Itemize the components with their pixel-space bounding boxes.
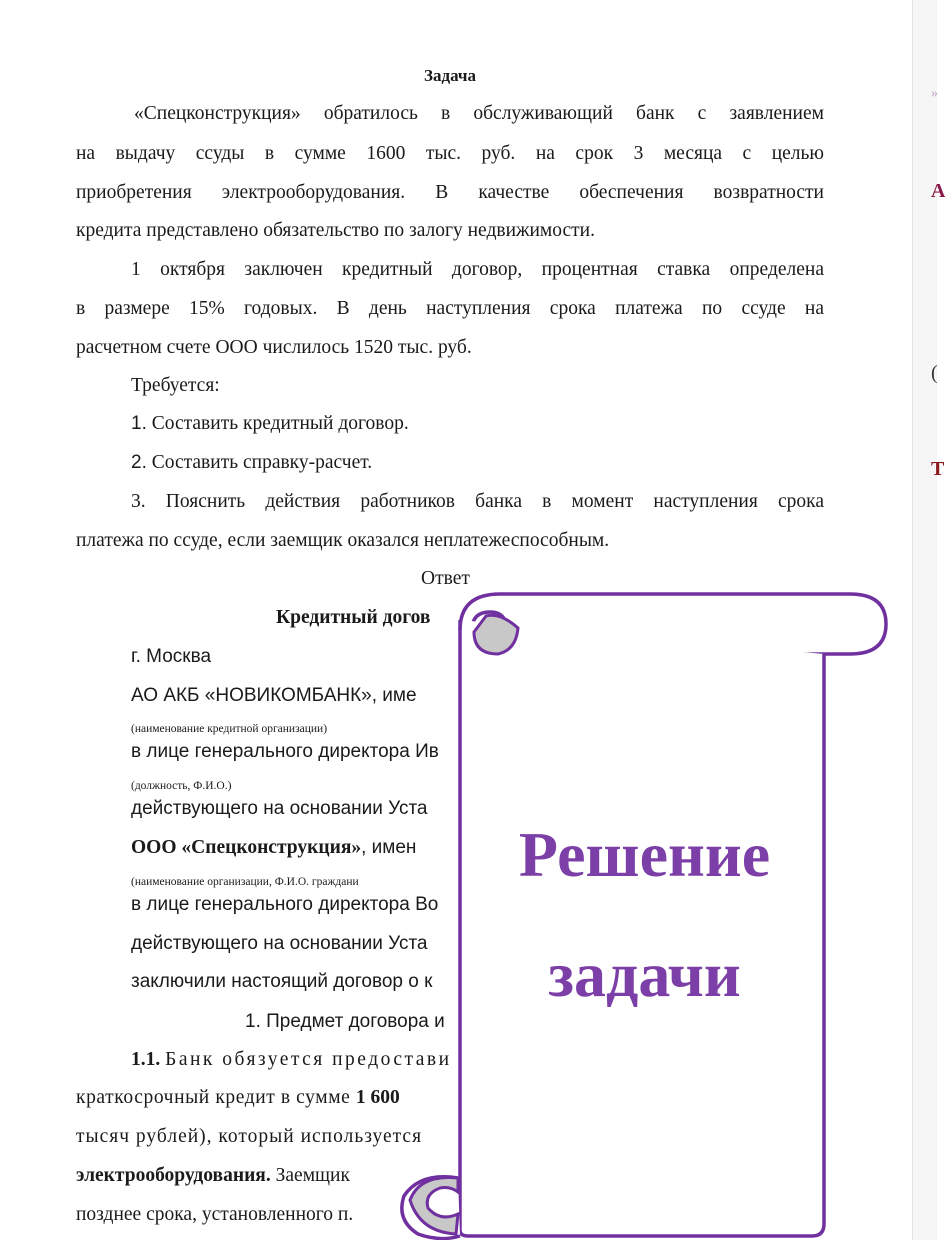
paragraph-1-line-4: кредита представлено обязательство по залогу недвижимости. — [76, 220, 595, 241]
paragraph-1-line-1: «Спецконструкция» обратилось в обслуживающий банк с заявлением — [134, 103, 824, 124]
right-gutter — [912, 0, 945, 1240]
task-3-line-1: 3. Пояснить действия работников банка в момент наступления срока — [131, 491, 824, 512]
bank-line: АО АКБ «НОВИКОМБАНК», име — [131, 685, 417, 706]
paragraph-1-line-3: приобретения электрооборудования. В качестве обеспечения возвратности — [76, 182, 824, 203]
gutter-mark-2: А — [931, 180, 945, 202]
purpose-bold: электрооборудования. — [76, 1165, 271, 1186]
task-1 — [131, 412, 409, 436]
note-org-name: (наименование кредитной организации) — [131, 723, 328, 735]
company-name: ООО «Спецконструкция» — [131, 837, 362, 858]
loan-amount: 1 600 — [355, 1087, 400, 1108]
clause-line-1-text: Банк обязуется предостави — [165, 1049, 452, 1070]
answer-heading: Ответ — [421, 568, 470, 589]
acting-line-2: действующего на основании Уста — [131, 933, 428, 954]
doc-title: Задача — [424, 66, 476, 85]
task-1-text: Составить кредитный договор. — [151, 413, 409, 434]
required-label: Требуется: — [131, 375, 220, 396]
task-2-text: Составить справку-расчет. — [151, 452, 373, 473]
solution-title-line-1: Решение — [518, 819, 771, 890]
scroll-banner-graphic — [395, 590, 890, 1240]
paragraph-2-line-1: 1 октября заключен кредитный договор, процентная ставка определена — [131, 259, 824, 280]
contract-title: Кредитный догов — [276, 607, 431, 628]
note-position: (должность, Ф.И.О.) — [131, 780, 232, 792]
note-company: (наименование организации, Ф.И.О. граждани — [131, 876, 359, 888]
director-line-2: в лице генерального директора Во — [131, 894, 439, 915]
clause-line-4-rest: Заемщик — [270, 1165, 350, 1186]
paragraph-2-line-2: в размере 15% годовых. В день наступления срока платежа по ссуде на — [76, 298, 824, 319]
clause-1-1-line-4 — [76, 1164, 350, 1188]
acting-line: действующего на основании Уста — [131, 798, 428, 819]
scroll-body — [460, 620, 824, 1236]
clause-1-1-line-2 — [76, 1086, 400, 1110]
task-1-number: 1. — [131, 413, 147, 434]
solution-title-line-2: задачи — [548, 939, 741, 1010]
gutter-mark-1: » — [931, 86, 938, 101]
top-curl-fill — [474, 615, 518, 654]
company-rest: , имен — [361, 837, 417, 858]
company-line — [131, 836, 416, 860]
clause-1-1-line-3: тысяч рублей), который используется — [76, 1126, 423, 1147]
clause-1-1-line-5: позднее срока, установленного п. — [76, 1204, 354, 1225]
task-2 — [131, 451, 372, 475]
paragraph-2-line-3: расчетном счете ООО числилось 1520 тыс. руб. — [76, 337, 472, 358]
clause-line-2-text: краткосрочный кредит в сумме — [76, 1087, 356, 1108]
section-1-heading: 1. Предмет договора и — [245, 1011, 445, 1032]
clause-number: 1.1. — [131, 1049, 161, 1070]
paragraph-1-line-2: на выдачу ссуды в сумме 1600 тыс. руб. на срок 3 месяца с целью — [76, 143, 824, 164]
gutter-mark-4: Т — [931, 458, 945, 480]
task-2-number: 2. — [131, 452, 147, 473]
task-3-line-2: платежа по ссуде, если заемщик оказался неплатежеспособным. — [76, 530, 610, 551]
concluded-line: заключили настоящий договор о к — [131, 971, 433, 992]
gutter-mark-3: ( — [931, 362, 938, 384]
city-line: г. Москва — [131, 646, 212, 667]
director-line: в лице генерального директора Ив — [131, 741, 439, 762]
